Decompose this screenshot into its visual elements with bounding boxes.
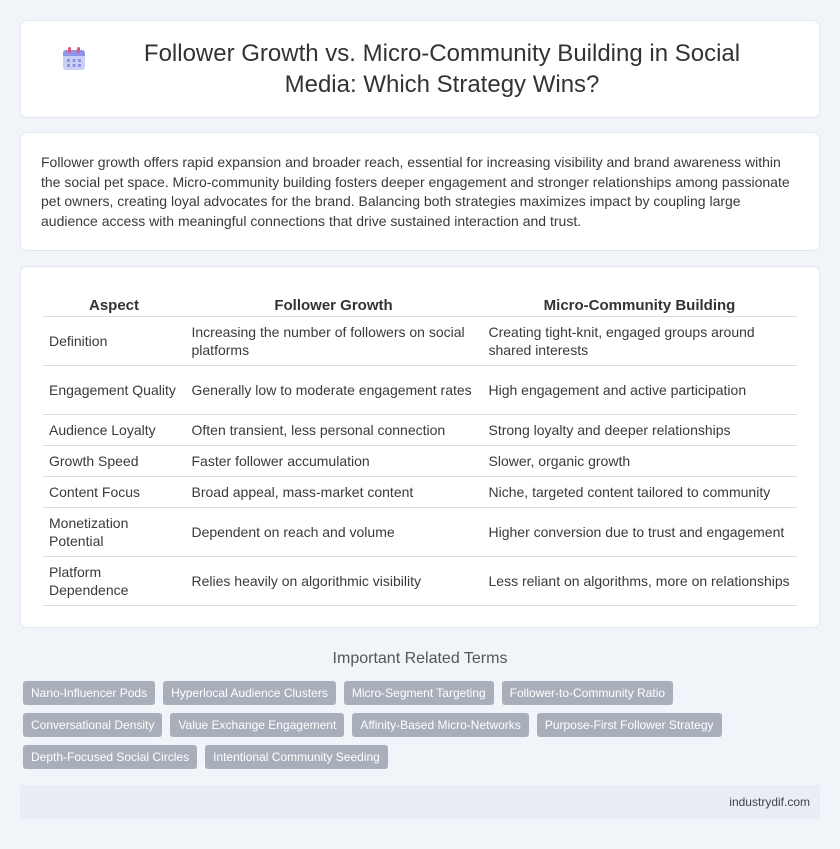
related-term-tag[interactable]: Purpose-First Follower Strategy (537, 713, 722, 737)
cell-follower-growth: Broad appeal, mass-market content (185, 477, 482, 508)
table-row (43, 477, 797, 508)
cell-micro-community: Higher conversion due to trust and engagement (482, 508, 797, 557)
cell-follower-growth: Faster follower accumulation (185, 446, 482, 477)
header-follower-growth: Follower Growth (185, 291, 482, 317)
page-footer (20, 785, 820, 819)
related-term-tag[interactable]: Hyperlocal Audience Clusters (163, 681, 336, 705)
footer-site-link[interactable]: industrydif.com (729, 795, 810, 809)
cell-aspect: Engagement Quality (43, 366, 185, 415)
header-inner (61, 38, 779, 100)
cell-micro-community: Creating tight-knit, engaged groups around shared interests (482, 317, 797, 366)
related-term-tag[interactable]: Affinity-Based Micro-Networks (352, 713, 529, 737)
intro-card (20, 132, 820, 251)
table-row (43, 366, 797, 415)
related-term-tag[interactable]: Depth-Focused Social Circles (23, 745, 197, 769)
cell-aspect: Content Focus (43, 477, 185, 508)
related-term-tag[interactable]: Nano-Influencer Pods (23, 681, 155, 705)
table-header-row (43, 291, 797, 317)
related-terms-list (20, 668, 820, 769)
table-row (43, 446, 797, 477)
related-term-tag[interactable]: Intentional Community Seeding (205, 745, 388, 769)
header-aspect: Aspect (43, 291, 185, 317)
related-term-tag[interactable]: Conversational Density (23, 713, 162, 737)
related-terms-title: Important Related Terms (332, 650, 508, 667)
cell-micro-community: Less reliant on algorithms, more on relationships (482, 557, 797, 606)
cell-micro-community: Slower, organic growth (482, 446, 797, 477)
page-header (20, 20, 820, 118)
cell-aspect: Growth Speed (43, 446, 185, 477)
related-term-tag[interactable]: Value Exchange Engagement (170, 713, 344, 737)
calendar-icon (61, 46, 87, 72)
cell-follower-growth: Generally low to moderate engagement rates (185, 366, 482, 415)
cell-follower-growth: Dependent on reach and volume (185, 508, 482, 557)
table-row (43, 508, 797, 557)
cell-micro-community: Strong loyalty and deeper relationships (482, 415, 797, 446)
table-row (43, 317, 797, 366)
page-title: Follower Growth vs. Micro-Community Building in Social Media: Which Strategy Wins? (143, 40, 741, 98)
cell-follower-growth: Often transient, less personal connection (185, 415, 482, 446)
cell-aspect: Monetization Potential (43, 508, 185, 557)
related-term-tag[interactable]: Micro-Segment Targeting (344, 681, 494, 705)
related-term-tag[interactable]: Follower-to-Community Ratio (502, 681, 673, 705)
table-row (43, 557, 797, 606)
table-row (43, 415, 797, 446)
cell-micro-community: High engagement and active participation (482, 366, 797, 415)
comparison-table (43, 291, 797, 606)
cell-follower-growth: Relies heavily on algorithmic visibility (185, 557, 482, 606)
cell-micro-community: Niche, targeted content tailored to community (482, 477, 797, 508)
header-micro-community: Micro-Community Building (482, 291, 797, 317)
cell-aspect: Audience Loyalty (43, 415, 185, 446)
comparison-card (20, 266, 820, 628)
cell-aspect: Platform Dependence (43, 557, 185, 606)
cell-follower-growth: Increasing the number of followers on social platforms (185, 317, 482, 366)
cell-aspect: Definition (43, 317, 185, 366)
intro-text: Follower growth offers rapid expansion and broader reach, essential for increasing visibility and brand awareness within the social pet space. Micro-community building fosters deeper engagement and stronger relationships among passionate pet owners, creating loyal advocates for the brand. Balancing both strategies maximizes impact by coupling large audience access with meaningful connections that drive sustained interaction and trust. (41, 154, 790, 229)
